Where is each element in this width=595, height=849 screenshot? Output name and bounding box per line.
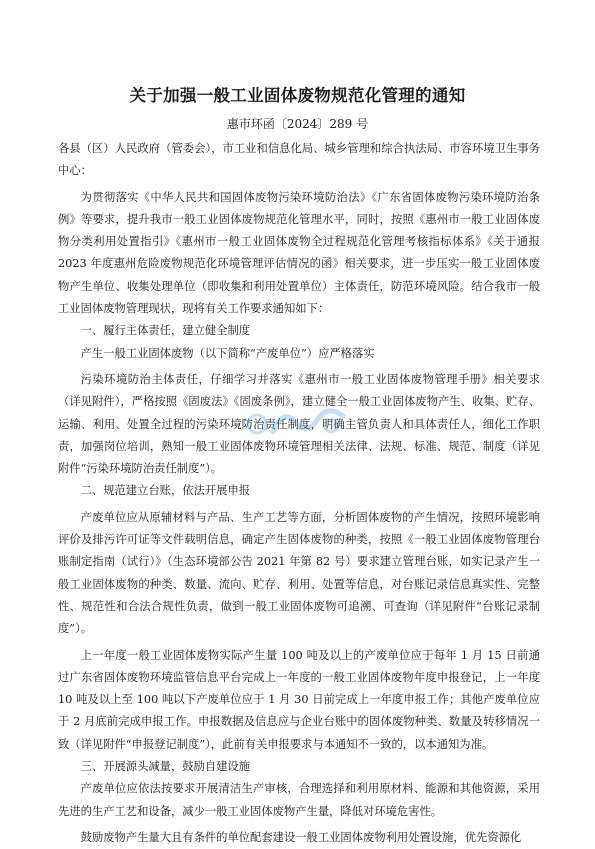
paragraph-1-lead: 产生一般工业固体废物（以下简称“产废单位”）应严格落实 (80, 346, 375, 360)
section-heading-3: 三、开展源头减量，鼓励自建设施 (80, 760, 251, 774)
paragraph-3-body: 产废单位应依法按要求开展清洁生产审核，合理选择和利用原材料、能源和其他资源，采用先进的生产工艺和设备，减少一般工业固体废物产生量，降低对环境危害性。 (58, 782, 540, 818)
intro-paragraph: 为贯彻落实《中华人民共和国固体废物污染环境防治法》《广东省固体废物污染环境防治条例》等要求，提升我市一般工业固体废物规范化管理水平，同时，按照《惠州市一般工业固体废物分类利用处置指引》《惠州市一般工业固体废物全过程规范化管理考核指标体系》《关于通报 2023 年度惠州危险废物规范化环境管理评估情况的函》相关要求，进一步压实一般工业固体废物产生单位、收集处理单位（即收集和利用处置单位）主体责任，防范环境风险。结合我市一般工业固体废物管理现状，现将有关工作要求通知如下： (58, 190, 540, 316)
paragraph-3-facilities: 鼓励废物产生量大且有条件的单位配套建设一般工业固体废物利用处置设施，优先资源化 (80, 830, 522, 844)
document-number: 惠市环函〔2024〕289 号 (226, 117, 369, 131)
section-heading-2: 二、规范建立台账，依法开展申报 (80, 484, 251, 498)
paragraph-2-body: 产废单位应从原辅材料与产品、生产工艺等方面，分析固体废物的产生情况，按照环境影响评价及排污许可证等文件载明信息，确定产生固体废物的种类，按照《一般工业固体废物管理台账制定指南（试行）》（生态环境部公告 2021 年第 82 号）要求建立管理台账，如实记录产生一般工业固体废物的种类、数量、流向、贮存、利用、处置等信息，对台账记录信息真实性、完整性、规范性和合法合规性负责，做到一般工业固体废物可追溯、可查询（详见附件“台账记录制度”）。 (58, 510, 540, 636)
document-body (58, 138, 540, 849)
recipients-line: 各县（区）人民政府（管委会），市工业和信息化局、城乡管理和综合执法局、市容环境卫生事务中心： (58, 142, 540, 178)
paragraph-1-body: 污染环境防治主体责任，仔细学习并落实《惠州市一般工业固体废物管理手册》相关要求（详见附件），严格按照《固废法》《固废条例》，建立健全一般工业固体废物产生、收集、贮存、运输、利用、处置全过程的污染环境防治责任制度，明确主管负责人和具体责任人，细化工作职责，加强岗位培训，熟知一般工业固体废物环境管理相关法律、法规、标准、规范、制度（详见附件“污染环境防治责任制度”）。 (58, 372, 540, 476)
paragraph-2-reporting: 上一年度一般工业固体废物实际产生量 100 吨及以上的产废单位应于每年 1 月 15 日前通过广东省固体废物环境监管信息平台完成上一年度的一般工业固体废物年度申报登记，上一年度 10 吨及以上至 100 吨以下产废单位应于 1 月 30 日前完成上一年度申报工作；其他产废单位应于 2 月底前完成申报工作。申报数据及信息应与企业台账中的固体废物种类、数量及转移情况一致（详见附件“申报登记制度”），此前有关申报要求与本通知不一致的，以本通知为准。 (58, 648, 540, 751)
document-title: 关于加强一般工业固体废物规范化管理的通知 (129, 86, 466, 105)
section-heading-1: 一、履行主体责任，建立健全制度 (80, 324, 251, 338)
